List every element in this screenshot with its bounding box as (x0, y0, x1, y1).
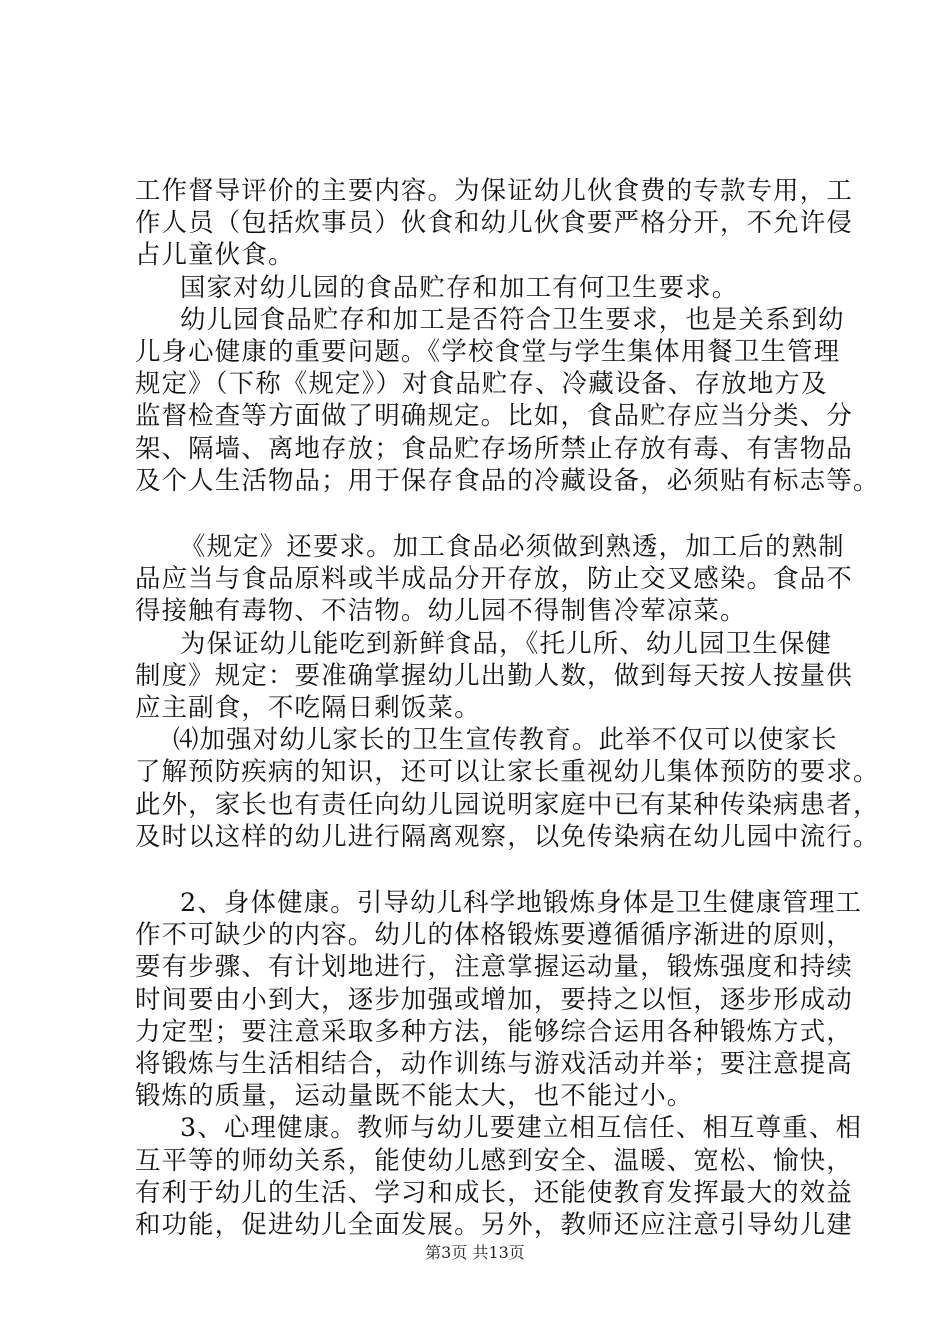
text-line: 和功能，促进幼儿全面发展。另外，教师还应注意引导幼儿建 (135, 1209, 853, 1240)
text-line: 监督检查等方面做了明确规定。比如，食品贮存应当分类、分 (135, 400, 853, 431)
page-number-label: 第3页 共13页 (425, 1243, 525, 1262)
text-line: 规定》（下称《规定》）对食品贮存、冷藏设备、存放地方及 (135, 368, 828, 399)
paragraph (135, 723, 880, 852)
text-line: 品应当与食品原料或半成品分开存放，防止交叉感染。食品不 (135, 563, 853, 594)
text-line: 3、心理健康。教师与幼儿要建立相互信任、相互尊重、相 (180, 1112, 863, 1143)
text-line: 幼儿园食品贮存和加工是否符合卫生要求，也是关系到幼 (180, 303, 845, 334)
paragraph (135, 627, 853, 724)
text-line: 占儿童伙食。 (135, 239, 295, 270)
text-line: 有利于幼儿的生活、学习和成长，还能使教育发挥最大的效益 (135, 1176, 853, 1207)
text-line: 时间要由小到大，逐步加强或增加，要持之以恒，逐步形成动 (135, 983, 853, 1014)
text-line: 力定型；要注意采取多种方法，能够综合运用各种锻炼方式， (135, 1015, 853, 1046)
text-line: 应主副食，不吃隔日剩饭菜。 (135, 692, 481, 723)
text-line: 锻炼的质量，运动量既不能太大，也不能过小。 (135, 1080, 694, 1111)
text-line: 制度》规定：要准确掌握幼儿出勤人数，做到每天按人按量供 (135, 659, 853, 690)
text-line: 《规定》还要求。加工食品必须做到熟透，加工后的熟制 (180, 531, 845, 562)
text-line: 将锻炼与生活相结合，动作训练与游戏活动并举；要注意提高 (135, 1048, 853, 1079)
text-line: 架、隔墙、离地存放；食品贮存场所禁止存放有毒、有害物品 (135, 432, 853, 463)
paragraph (135, 271, 835, 303)
text-line: 国家对幼儿园的食品贮存和加工有何卫生要求。 (180, 271, 739, 302)
text-line: 工作督导评价的主要内容。为保证幼儿伙食费的专款专用，工 (135, 175, 853, 205)
text-line: 及时以这样的幼儿进行隔离观察，以免传染病在幼儿园中流行。 (135, 820, 880, 851)
paragraph (135, 174, 853, 271)
text-line: 此外，家长也有责任向幼儿园说明家庭中已有某种传染病患者， (135, 788, 880, 819)
text-line: 为保证幼儿能吃到新鲜食品，《托儿所、幼儿园卫生保健 (180, 627, 833, 658)
text-line: 及个人生活物品；用于保存食品的冷藏设备，必须贴有标志等。 (135, 464, 880, 495)
paragraph (135, 1111, 863, 1240)
paragraph-spacer (135, 496, 835, 530)
text-line: 互平等的师幼关系，能使幼儿感到安全、温暖、宽松、愉快， (135, 1144, 853, 1175)
text-line: 2、身体健康。引导幼儿科学地锻炼身体是卫生健康管理工 (180, 887, 863, 918)
text-line: ⑷加强对幼儿家长的卫生宣传教育。此举不仅可以使家长 (173, 724, 838, 755)
document-body (135, 174, 880, 1240)
paragraph (135, 530, 853, 627)
text-line: 得接触有毒物、不洁物。幼儿园不得制售冷荤凉菜。 (135, 595, 747, 626)
paragraph (135, 303, 880, 496)
text-line: 作不可缺少的内容。幼儿的体格锻炼要遵循循序渐进的原则， (135, 919, 853, 950)
text-line: 作人员（包括炊事员）伙食和幼儿伙食要严格分开，不允许侵 (135, 207, 853, 238)
paragraph-spacer (135, 852, 835, 886)
page-footer (0, 1240, 950, 1263)
text-line: 儿身心健康的重要问题。《学校食堂与学生集体用餐卫生管理 (135, 336, 841, 367)
paragraph (135, 886, 863, 1111)
text-line: 要有步骤、有计划地进行，注意掌握运动量，锻炼强度和持续 (135, 951, 853, 982)
text-line: 了解预防疾病的知识，还可以让家长重视幼儿集体预防的要求。 (135, 756, 880, 787)
